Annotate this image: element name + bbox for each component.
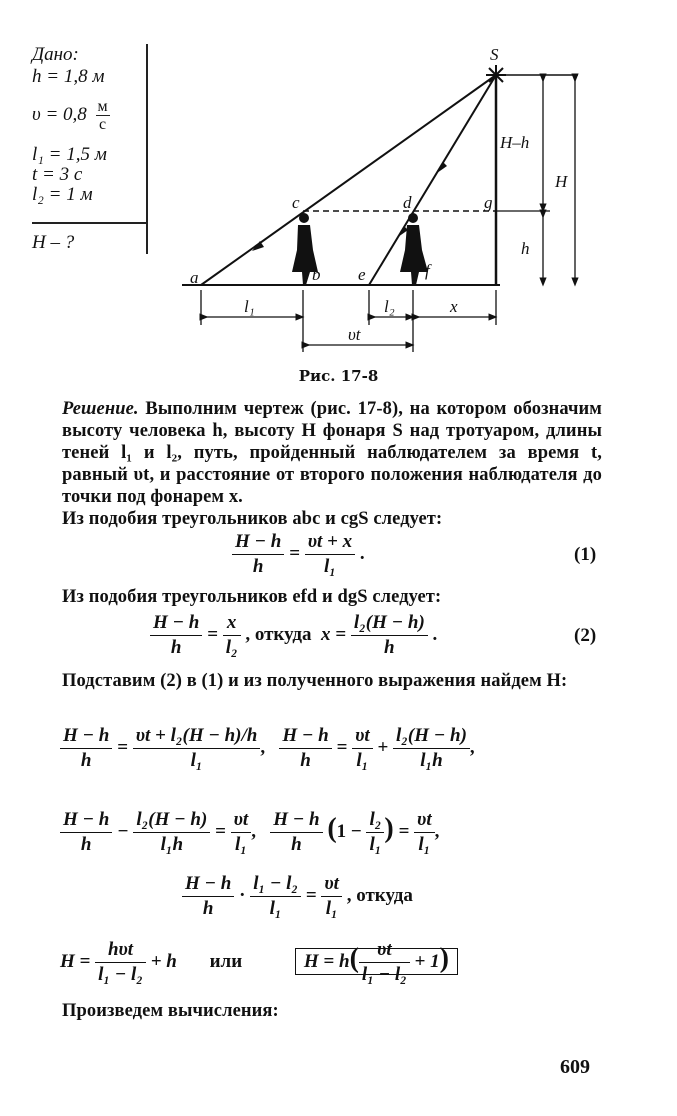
- given-l2: l₂ = 1 м: [32, 184, 93, 205]
- given-find: H – ?: [32, 232, 75, 253]
- label-a: a: [190, 268, 199, 287]
- figure-caption: Рис. 17-8: [298, 367, 379, 385]
- equation-6: H = $\frac{\text{hυt}}{\text{l₁ − l₂}}$ + h или H = h( $\frac{\upsilon t}{\text{l₁ − l₂}}$ + 1): [60, 938, 458, 987]
- label-f: f: [425, 261, 430, 280]
- equation-3: $\frac{H - h}{h}$ = $\frac{\text{υt + l₂(H − h)/h}}{\text{l₁}}$ , $\frac{H - h}{h}$ = $\frac{\upsilon t}{\text{l₁}}$ + $\frac{\text{l₂(H − h)}}{\text{l₁h}}$ ,: [60, 724, 475, 773]
- label-H: H: [555, 172, 568, 191]
- label-S: S: [490, 45, 499, 64]
- substitute-text: Подставим (2) в (1) и из полученного выражения найдем H:: [62, 671, 568, 691]
- solution-word: Решение.: [62, 399, 139, 419]
- final-formula-box: H = h( $\frac{\upsilon t}{\text{l₁ − l₂}}$ + 1): [295, 948, 458, 975]
- equation-5: $\frac{H - h}{h}$ · $\frac{\text{l₁ − l₂}}{\text{l₁}}$ = $\frac{\upsilon t}{\text{l₁}}$ , откуда: [182, 872, 413, 921]
- label-c: c: [292, 193, 300, 212]
- label-g: g: [484, 193, 493, 212]
- label-e: e: [358, 265, 366, 284]
- similarity-2-text: Из подобия треугольников efd и dgS следует:: [62, 587, 442, 607]
- label-H-minus-h: H–h: [500, 133, 530, 152]
- label-x: x: [450, 297, 458, 316]
- solution-paragraph: [62, 398, 602, 508]
- given-v: υ = 0,8 $\frac{м}{с}$: [32, 98, 108, 133]
- given-title: Дано:: [32, 44, 79, 65]
- given-h: h = 1,8 м: [32, 66, 105, 87]
- given-v-unit: $\frac{м}{с}$: [97, 98, 108, 133]
- compute-text: Произведем вычисления:: [62, 1001, 279, 1021]
- given-l1: l₁ = 1,5 м: [32, 144, 107, 165]
- label-b: b: [312, 265, 321, 284]
- page-number: 609: [560, 1056, 590, 1078]
- given-t: t = 3 с: [32, 164, 83, 185]
- equation-2: $\frac{H - h}{h}$ = $\frac{x}{\text{l₂}}$ , откуда x = $\frac{\text{l₂(H − h)}}{h}$ .: [150, 611, 437, 660]
- person-2-silhouette: [400, 213, 428, 285]
- ray-to-e: [369, 75, 496, 285]
- equation-4: $\frac{H - h}{h}$ − $\frac{\text{l₂(H − h)}}{\text{l₁h}}$ = $\frac{\upsilon t}{\text{l₁}}$ , $\frac{H - h}{h}$ (1 − $\frac{\text{l₂}}{\text{l₁}}$ ) = $\frac{\upsilon t}{\text{l₁}}$ ,: [60, 808, 439, 857]
- figure-diagram: [0, 40, 677, 360]
- label-l2: l₂: [384, 297, 395, 316]
- label-vt: υt: [348, 325, 361, 344]
- similarity-1-text: Из подобия треугольников abc и cgS следует:: [62, 509, 443, 529]
- ray-to-a: [201, 75, 496, 285]
- solution-text: Выполним чертеж (рис. 17-8), на котором обозначим высоту человека h, высоту H фонаря S над тротуаром, длины теней l₁ и l₂, путь, пройденный наблюдателем за время t, равный υt, и расстояние от второго положения наблюдателя до точки под фонарем x.: [62, 399, 602, 507]
- label-h: h: [521, 239, 530, 258]
- equation-1-number: (1): [574, 544, 597, 565]
- label-d: d: [403, 193, 412, 212]
- equation-1: $\frac{H - h}{h}$ = $\frac{\upsilon t + x}{\text{l₁}}$ .: [232, 530, 365, 579]
- equation-2-number: (2): [574, 625, 597, 646]
- label-l1: l₁: [244, 297, 255, 316]
